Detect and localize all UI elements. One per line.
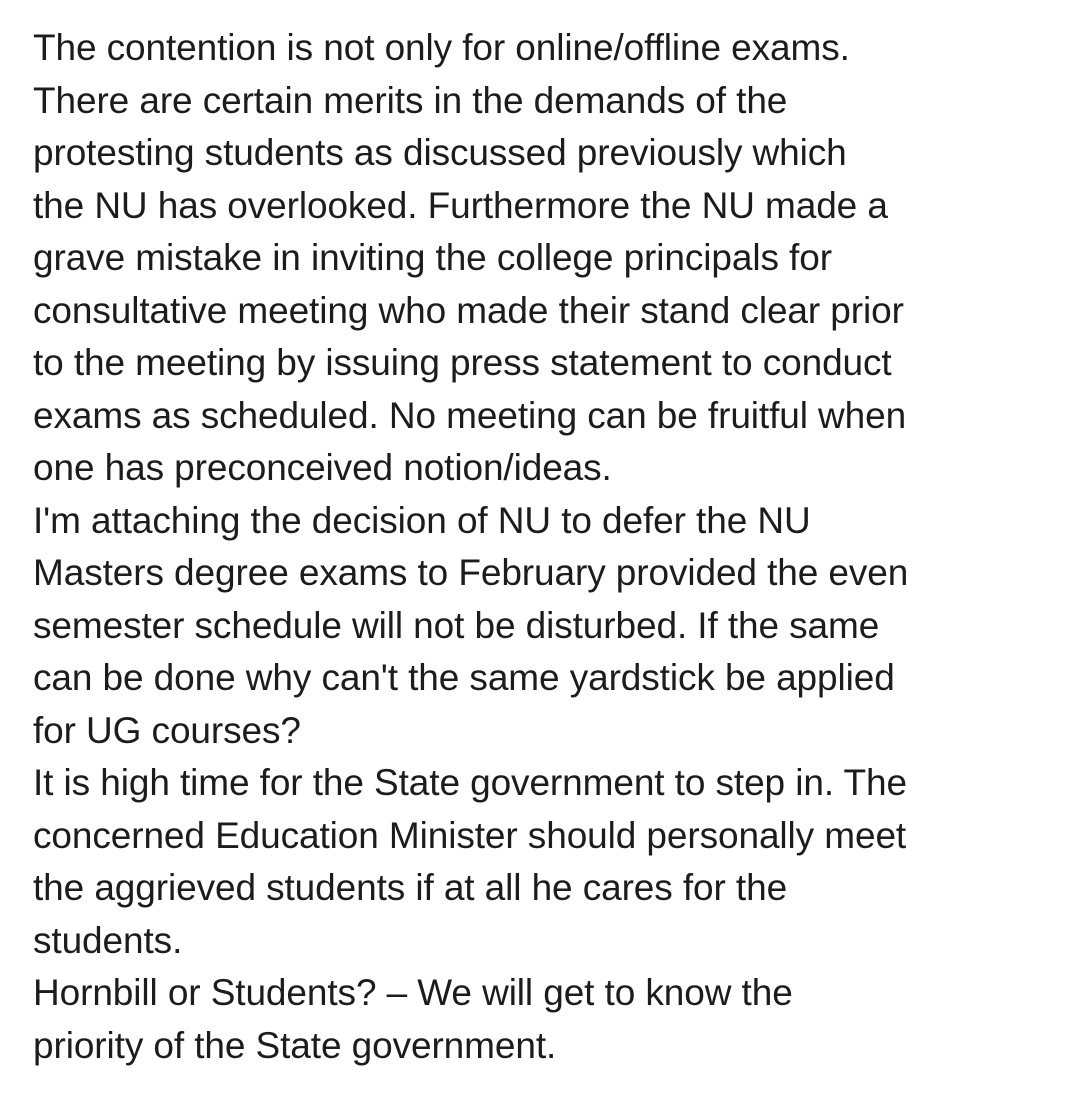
text-line: for UG courses? [33,709,301,751]
text-line: the aggrieved students if at all he cares for the [33,867,788,908]
text-line: concerned Education Minister should personally meet [33,814,907,856]
text-line: can be done why can't the same yardstick be applied [33,657,895,698]
text-line: Hornbill or Students? – We will get to know the [33,972,793,1013]
text-line: grave mistake in inviting the college principals for [33,237,832,278]
text-line: The contention is not only for online/offline exams. [33,27,850,68]
text-line: semester schedule will not be disturbed. If the same [33,604,880,646]
text-line: to the meeting by issuing press statement to conduct [33,342,892,383]
text-line: one has preconceived notion/ideas. [33,447,612,488]
paragraph-masters-exams [33,495,1073,758]
paragraph-exams-contention [33,22,1073,495]
post-text [33,22,1073,1072]
paragraph-hornbill-or-students [33,967,1073,1072]
text-line: priority of the State government. [33,1024,557,1066]
text-line: exams as scheduled. No meeting can be fruitful when [33,394,907,436]
text-line: I'm attaching the decision of NU to defer the NU [33,499,811,541]
text-line: It is high time for the State government to step in. The [33,762,907,803]
text-line: consultative meeting who made their stand clear prior [33,289,904,331]
text-line: students. [33,919,183,961]
text-line: Masters degree exams to February provided the even [33,552,909,593]
paragraph-state-government [33,757,1073,967]
text-line: There are certain merits in the demands of the [33,79,788,121]
text-line: the NU has overlooked. Furthermore the NU made a [33,184,888,226]
text-line: protesting students as discussed previously which [33,132,847,173]
